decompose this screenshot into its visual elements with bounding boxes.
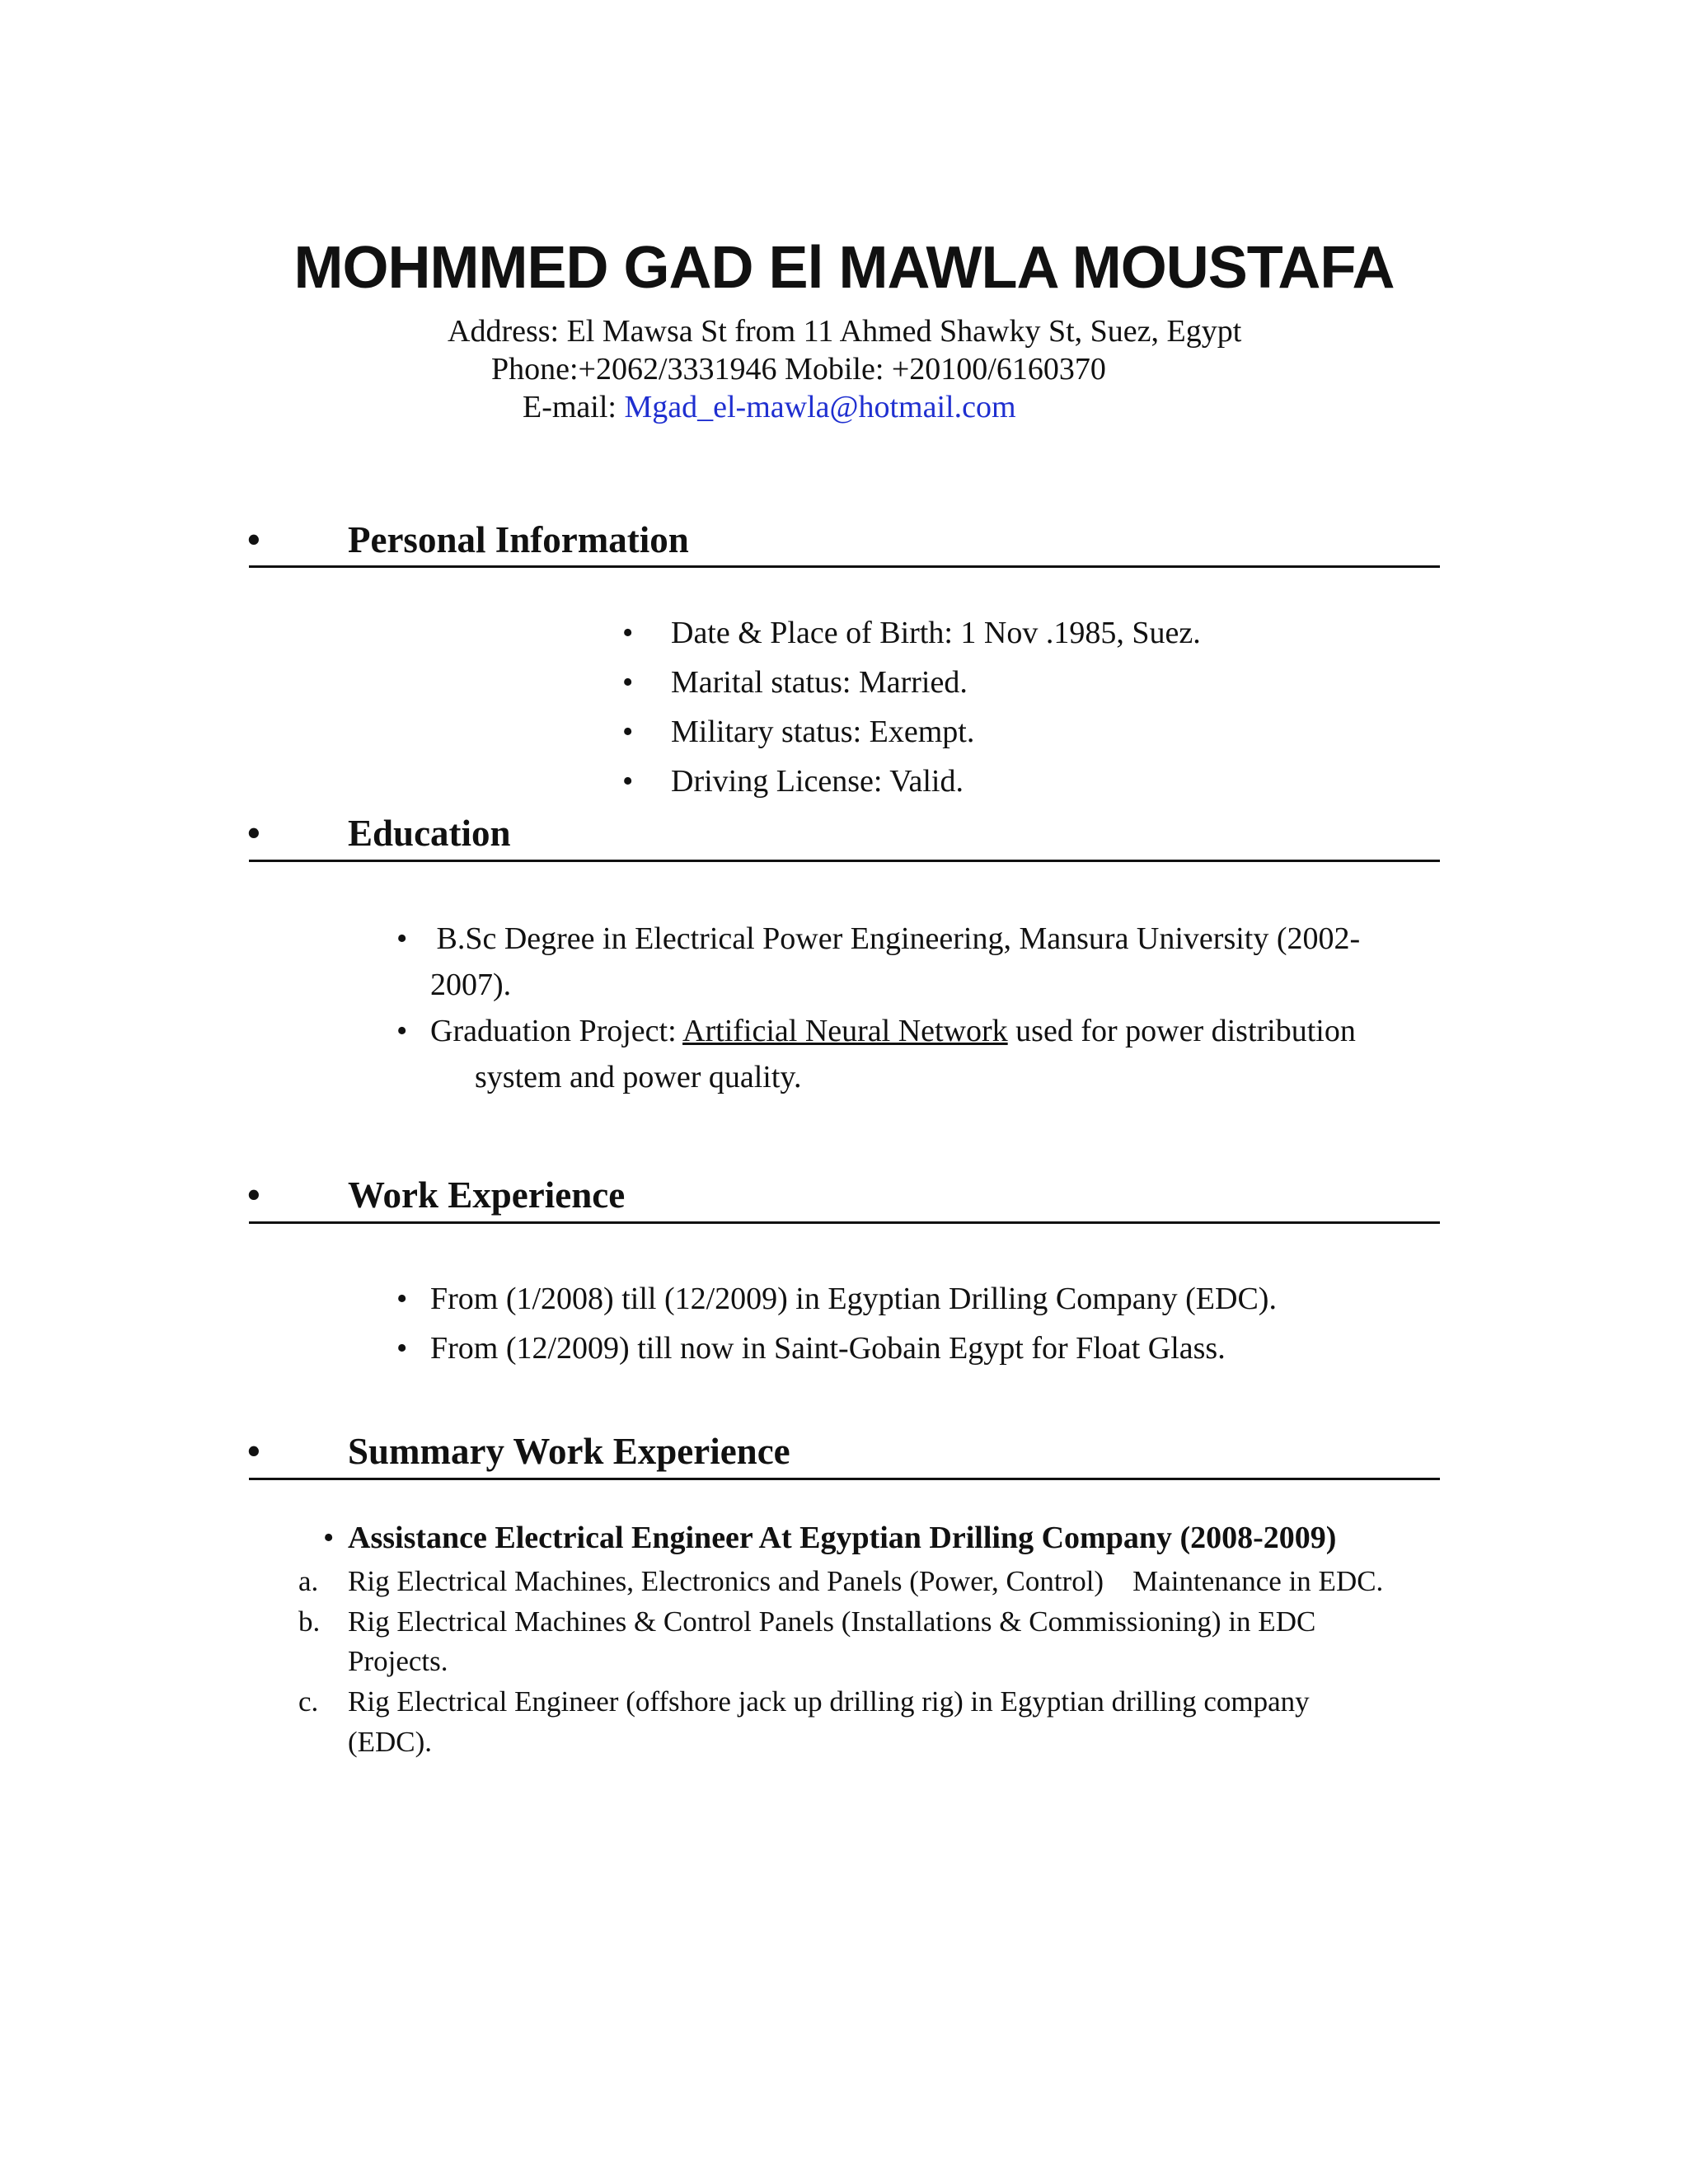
section-bullet-summary: • <box>247 1431 260 1472</box>
project-prefix: Graduation Project: <box>430 1014 683 1048</box>
summary-role-heading: Assistance Electrical Engineer At Egyptian Drilling Company (2008-2009) <box>348 1521 1337 1555</box>
education-degree-line1: B.Sc Degree in Electrical Power Engineering, Mansura University (2002- <box>429 921 1361 956</box>
email-link[interactable]: Mgad_el-mawla@hotmail.com <box>624 390 1016 424</box>
summary-point-line: Projects. <box>348 1645 448 1677</box>
summary-point-line: Rig Electrical Machines & Control Panels (Installations & Commissioning) in EDC <box>348 1605 1316 1638</box>
bullet-icon: • <box>622 715 634 749</box>
section-title-work: Work Experience <box>348 1174 626 1216</box>
bullet-icon: • <box>396 1014 408 1048</box>
section-rule-personal <box>249 565 1440 568</box>
section-title-education: Education <box>348 813 511 854</box>
bullet-icon: • <box>396 921 408 956</box>
summary-point-marker: b. <box>298 1605 321 1638</box>
bullet-icon: • <box>622 616 634 650</box>
phone-line: Phone:+2062/3331946 Mobile: +20100/6160370 <box>491 352 1106 387</box>
education-project-line2: system and power quality. <box>475 1060 802 1094</box>
work-item: From (1/2008) till (12/2009) in Egyptian Drilling Company (EDC). <box>430 1282 1277 1316</box>
personal-item-license: Driving License: Valid. <box>671 764 964 799</box>
education-degree-line2: 2007). <box>430 968 512 1002</box>
section-bullet-work: • <box>247 1174 260 1216</box>
bullet-icon: • <box>396 1282 408 1316</box>
email-label: E-mail: <box>523 390 625 424</box>
bullet-icon: • <box>396 1331 408 1366</box>
email-line <box>523 388 1016 426</box>
bullet-icon: • <box>323 1521 335 1555</box>
section-rule-education <box>249 860 1440 862</box>
summary-point-line: Rig Electrical Engineer (offshore jack up drilling rig) in Egyptian drilling company <box>348 1685 1310 1718</box>
summary-point-line: (EDC). <box>348 1726 433 1758</box>
work-item: From (12/2009) till now in Saint-Gobain Egypt for Float Glass. <box>430 1331 1226 1366</box>
section-bullet-education: • <box>247 813 260 854</box>
summary-point-marker: c. <box>298 1685 319 1718</box>
section-title-personal: Personal Information <box>348 519 689 560</box>
section-rule-summary <box>249 1478 1440 1480</box>
project-title: Artificial Neural Network <box>682 1014 1008 1048</box>
candidate-name: MOHMMED GAD El MAWLA MOUSTAFA <box>293 235 1395 301</box>
personal-item-birth: Date & Place of Birth: 1 Nov .1985, Suez. <box>671 616 1201 650</box>
section-title-summary: Summary Work Experience <box>348 1431 790 1472</box>
summary-point-line: Rig Electrical Machines, Electronics and Panels (Power, Control) Maintenance in EDC. <box>348 1565 1384 1597</box>
personal-item-military: Military status: Exempt. <box>671 715 975 749</box>
bullet-icon: • <box>622 665 634 700</box>
bullet-icon: • <box>622 764 634 799</box>
address-line: Address: El Mawsa St from 11 Ahmed Shawky St, Suez, Egypt <box>448 314 1242 349</box>
section-rule-work <box>249 1221 1440 1224</box>
section-bullet-personal: • <box>247 519 260 560</box>
education-project-line1 <box>430 1012 1356 1050</box>
project-suffix: used for power distribution <box>1007 1014 1356 1048</box>
summary-point-marker: a. <box>298 1565 319 1597</box>
personal-item-marital: Marital status: Married. <box>671 665 968 700</box>
